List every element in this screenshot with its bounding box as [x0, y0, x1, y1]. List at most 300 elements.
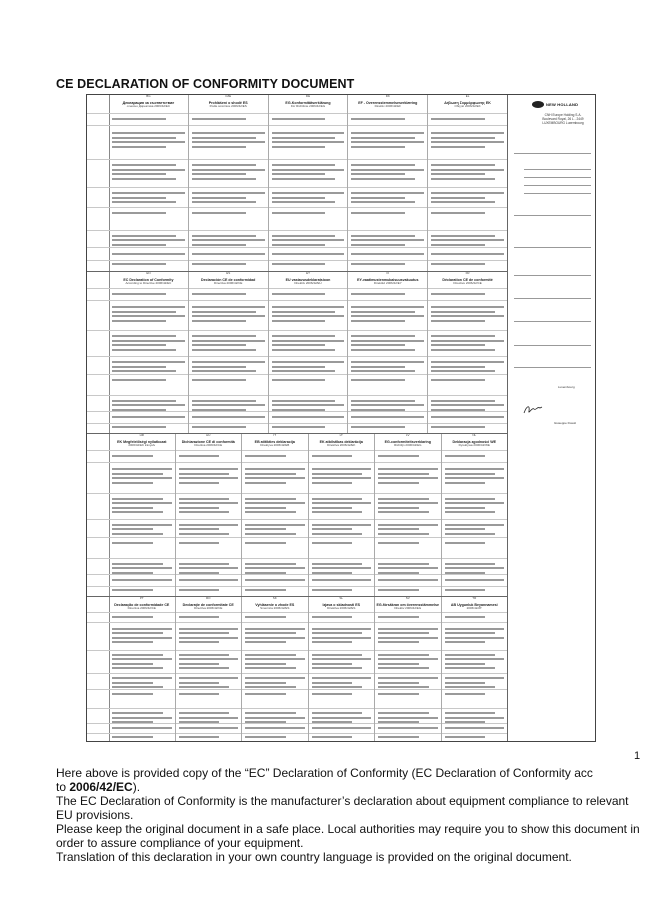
directive-number: 2006/42/EC	[69, 780, 133, 794]
text-line	[272, 197, 326, 199]
text-line	[272, 201, 336, 203]
language-column	[269, 272, 349, 433]
language-column	[269, 95, 349, 271]
text-line	[378, 567, 438, 569]
text-line	[112, 524, 172, 526]
text-line	[179, 712, 230, 714]
text-line	[112, 366, 166, 368]
field-line	[514, 275, 591, 276]
column-heading: EU vastavusdeklaratsioon	[285, 277, 331, 282]
text-line	[112, 235, 176, 237]
text-line	[431, 416, 504, 418]
language-code: SV	[405, 597, 410, 600]
text-line	[245, 693, 286, 695]
text-line	[431, 263, 485, 265]
text-line	[245, 677, 305, 679]
text-line	[445, 658, 505, 660]
text-line	[445, 721, 486, 723]
text-line	[179, 721, 220, 723]
text-line	[351, 212, 405, 214]
logo-oval-icon	[532, 101, 544, 108]
column-heading: Declaraţie de conformitate CE	[182, 602, 234, 607]
text-line	[378, 654, 429, 656]
text-line	[445, 579, 505, 581]
text-line	[351, 366, 405, 368]
text-line	[378, 502, 438, 504]
text-line	[245, 511, 296, 513]
text-line	[112, 468, 172, 470]
text-line	[192, 239, 265, 241]
text-line	[272, 335, 336, 337]
column-heading: EG-Konformitätserklärung	[285, 100, 331, 105]
column-heading: EK Megfelelőségi nyilatkozat	[117, 439, 167, 444]
text-line	[378, 498, 429, 500]
text-line	[445, 682, 486, 684]
text-line	[112, 498, 163, 500]
text-line	[272, 178, 336, 180]
text-line	[272, 212, 326, 214]
text-line	[431, 201, 495, 203]
text-line	[272, 416, 345, 418]
declaration-document-image	[86, 94, 596, 742]
manufacturer-panel	[507, 95, 596, 741]
text-line	[192, 400, 256, 402]
text-line	[192, 178, 256, 180]
signatory-name: Giuseppe Dosoli	[554, 421, 577, 425]
text-line	[112, 320, 166, 322]
language-code: BG	[146, 95, 151, 98]
text-line	[245, 628, 305, 630]
paragraph-1-line-1: Here above is provided copy of the “EC” Declaration of Conformity (EC Declaration of Conformity acc	[56, 766, 593, 780]
text-line	[312, 686, 363, 688]
text-line	[378, 693, 419, 695]
text-line	[378, 468, 438, 470]
text-line	[112, 118, 166, 120]
text-line	[272, 426, 326, 428]
text-line	[431, 366, 485, 368]
text-line	[445, 542, 486, 544]
text-line	[112, 677, 172, 679]
text-line	[378, 579, 438, 581]
language-column	[109, 597, 176, 742]
text-line	[445, 511, 496, 513]
text-line	[312, 677, 372, 679]
text-line	[179, 658, 239, 660]
text-line	[445, 473, 496, 475]
text-line	[245, 637, 305, 639]
language-column	[348, 272, 428, 433]
column-subheading: Direktiv 2006/42/EF	[374, 103, 401, 108]
text-line	[179, 682, 220, 684]
text-line	[179, 542, 220, 544]
column-heading: EG-försäkran om överensstämmelse	[376, 602, 440, 607]
field-line	[514, 321, 591, 322]
text-line	[312, 498, 363, 500]
paragraph-1-suffix: ).	[132, 780, 141, 794]
column-heading: Déclaration CE de conformité	[442, 277, 493, 282]
language-code: SL	[339, 597, 344, 600]
text-line	[112, 477, 172, 479]
text-line	[192, 409, 246, 411]
language-code: PT	[139, 597, 144, 600]
text-line	[378, 641, 419, 643]
column-subheading: Direktyva 2006/42/EB	[260, 442, 290, 447]
text-line	[112, 658, 172, 660]
text-line	[312, 468, 372, 470]
text-line	[179, 628, 239, 630]
text-line	[179, 524, 239, 526]
column-heading: Deklaracja zgodności WE	[452, 439, 497, 444]
text-line	[112, 340, 185, 342]
text-line	[445, 717, 505, 719]
text-line	[351, 293, 405, 295]
text-line	[445, 641, 486, 643]
text-line	[378, 482, 419, 484]
clause-column	[87, 434, 110, 596]
text-line	[192, 263, 246, 265]
text-line	[245, 567, 305, 569]
body-text	[56, 766, 647, 864]
language-code: FI	[386, 272, 390, 275]
text-line	[445, 477, 505, 479]
text-line	[312, 727, 372, 729]
text-line	[445, 616, 486, 618]
text-line	[192, 404, 265, 406]
manufacturer-address: CNH Europe Holding S.A. Boulevard Royal, 26 L - 2449 LUXEMBOURG Luxembourg	[542, 113, 584, 125]
text-line	[351, 201, 415, 203]
text-line	[312, 533, 363, 535]
column-heading: EF - Overensstemmelseserklæring	[358, 100, 418, 105]
text-line	[312, 628, 372, 630]
column-subheading: Podle směrnice 2006/42/ES	[209, 103, 247, 108]
text-line	[351, 311, 415, 313]
column-subheading: Directive 2006/42/CE	[453, 280, 482, 285]
text-line	[431, 400, 495, 402]
language-code: DE	[305, 95, 311, 98]
text-line	[312, 579, 372, 581]
text-line	[112, 563, 163, 565]
text-line	[179, 498, 230, 500]
text-line	[431, 293, 485, 295]
text-line	[179, 455, 220, 457]
text-line	[431, 320, 485, 322]
language-code: HR	[139, 434, 144, 437]
text-line	[351, 132, 424, 134]
declaration-band	[87, 272, 507, 434]
text-line	[192, 344, 246, 346]
text-line	[312, 507, 353, 509]
language-column	[428, 272, 507, 433]
text-line	[179, 511, 230, 513]
column-heading: Декларация за съответствие	[122, 100, 175, 105]
text-line	[272, 169, 345, 171]
text-line	[272, 253, 345, 255]
text-line	[179, 736, 220, 738]
text-line	[431, 239, 504, 241]
text-line	[431, 344, 485, 346]
field-line	[524, 185, 591, 186]
text-line	[112, 315, 185, 317]
field-line	[514, 247, 591, 248]
text-line	[351, 192, 424, 194]
column-heading: Δήλωση Συμμόρφωσης ΕΚ	[444, 100, 491, 105]
text-line	[112, 212, 166, 214]
paragraph-1-prefix: to	[56, 780, 70, 794]
text-line	[245, 727, 305, 729]
text-line	[272, 404, 345, 406]
text-line	[378, 542, 419, 544]
text-line	[445, 727, 505, 729]
column-subheading: 2006/42/AT	[466, 605, 482, 610]
text-line	[192, 244, 246, 246]
text-line	[112, 542, 153, 544]
text-line	[272, 192, 345, 194]
text-line	[431, 370, 495, 372]
text-line	[112, 201, 176, 203]
page-number: 1	[634, 750, 641, 762]
text-line	[351, 164, 415, 166]
text-line	[351, 320, 405, 322]
text-line	[245, 498, 296, 500]
language-code: RO	[206, 597, 211, 600]
text-line	[179, 641, 220, 643]
text-line	[312, 637, 372, 639]
column-heading: AB Uygunluk Beyannamesi	[450, 602, 498, 607]
text-line	[179, 579, 239, 581]
column-heading: Declaración CE de conformidad	[201, 277, 256, 282]
text-line	[378, 616, 419, 618]
clause-column	[87, 272, 110, 433]
text-line	[351, 239, 424, 241]
text-line	[272, 366, 326, 368]
language-code: ES	[226, 272, 231, 275]
text-line	[431, 253, 504, 255]
text-line	[312, 473, 363, 475]
text-line	[378, 511, 429, 513]
text-line	[445, 507, 486, 509]
text-line	[312, 682, 353, 684]
text-line	[112, 426, 166, 428]
text-line	[378, 563, 429, 565]
text-line	[272, 409, 326, 411]
text-line	[192, 320, 246, 322]
text-line	[112, 146, 166, 148]
text-line	[272, 349, 336, 351]
text-line	[312, 524, 372, 526]
text-line	[112, 173, 166, 175]
text-line	[112, 712, 163, 714]
text-line	[351, 426, 405, 428]
place-of-declaration: Luxembourg	[558, 385, 575, 389]
text-line	[112, 616, 153, 618]
text-line	[272, 244, 326, 246]
text-line	[431, 132, 504, 134]
language-code: DK	[385, 95, 390, 98]
text-line	[112, 306, 185, 308]
text-line	[445, 468, 505, 470]
text-line	[312, 717, 372, 719]
text-line	[445, 677, 505, 679]
text-line	[112, 293, 166, 295]
text-line	[112, 141, 185, 143]
text-line	[431, 173, 485, 175]
text-line	[245, 616, 286, 618]
language-column	[109, 434, 176, 596]
text-line	[112, 663, 153, 665]
text-line	[112, 528, 153, 530]
text-line	[112, 416, 185, 418]
text-line	[112, 736, 153, 738]
text-line	[192, 141, 265, 143]
language-column	[375, 597, 442, 742]
text-line	[312, 563, 363, 565]
text-line	[112, 682, 153, 684]
text-line	[192, 197, 246, 199]
text-line	[431, 141, 504, 143]
text-line	[112, 244, 166, 246]
text-line	[351, 137, 415, 139]
column-subheading: Richtlijn 2006/42/EG	[394, 442, 422, 447]
text-line	[192, 315, 265, 317]
text-line	[431, 361, 504, 363]
text-line	[351, 253, 424, 255]
column-heading: EY-vaatimustenmukaisuusvakuutus	[357, 277, 419, 282]
text-line	[445, 567, 505, 569]
text-line	[112, 253, 185, 255]
text-line	[272, 146, 326, 148]
text-line	[312, 658, 372, 660]
column-subheading: Direktiva 2006/42/ES	[327, 605, 356, 610]
text-line	[312, 482, 353, 484]
text-line	[112, 667, 163, 669]
column-subheading: относно Директива 2006/42/EC	[126, 103, 171, 108]
text-line	[378, 677, 438, 679]
text-line	[378, 589, 419, 591]
language-column	[309, 434, 376, 596]
text-line	[445, 693, 486, 695]
text-line	[431, 340, 504, 342]
text-line	[112, 239, 185, 241]
text-line	[431, 192, 504, 194]
column-subheading: Directiva 2006/42/CE	[194, 605, 223, 610]
text-line	[179, 567, 239, 569]
text-line	[179, 589, 220, 591]
text-line	[192, 340, 265, 342]
text-line	[351, 244, 405, 246]
text-line	[112, 311, 176, 313]
logo-text: NEW HOLLAND	[546, 102, 579, 107]
text-line	[245, 528, 286, 530]
language-code: EN	[146, 272, 151, 275]
text-line	[272, 340, 345, 342]
text-line	[378, 473, 429, 475]
clause-column	[87, 597, 110, 742]
text-line	[192, 192, 265, 194]
text-line	[351, 315, 424, 317]
text-line	[312, 712, 363, 714]
text-line	[112, 370, 176, 372]
text-line	[192, 137, 256, 139]
text-line	[112, 192, 185, 194]
paragraph-4: Translation of this declaration in your own country language is provided on the original document.	[56, 850, 572, 864]
text-line	[245, 712, 296, 714]
text-line	[351, 141, 424, 143]
text-line	[112, 137, 176, 139]
text-line	[312, 693, 353, 695]
text-line	[112, 344, 166, 346]
text-line	[192, 169, 265, 171]
text-line	[445, 524, 505, 526]
text-line	[112, 579, 172, 581]
text-line	[378, 533, 429, 535]
field-line	[514, 298, 591, 299]
text-line	[312, 542, 353, 544]
text-line	[179, 663, 220, 665]
column-subheading: Οδηγία 2006/42/ΕΚ	[454, 103, 481, 108]
paragraph-3: Please keep the original document in a safe place. Local authorities may require you to show this document in order to assure compliance of your equipment.	[56, 822, 640, 850]
text-line	[378, 658, 438, 660]
text-line	[112, 502, 172, 504]
text-line	[312, 455, 353, 457]
text-line	[312, 721, 353, 723]
text-line	[445, 528, 486, 530]
language-code: LV	[406, 434, 410, 437]
column-subheading: Direktiv 2006/42/EG	[394, 605, 422, 610]
text-line	[312, 736, 353, 738]
text-line	[351, 404, 424, 406]
text-line	[351, 118, 405, 120]
field-line	[514, 367, 591, 368]
text-line	[112, 404, 185, 406]
text-line	[192, 349, 256, 351]
text-line	[179, 572, 220, 574]
text-line	[245, 736, 286, 738]
column-heading: Declaração de conformidade CE	[114, 602, 170, 607]
column-subheading: Direttiva 2006/42/CE	[194, 442, 223, 447]
column-subheading: Direktiivi 2006/42/EY	[373, 280, 402, 285]
text-line	[351, 379, 405, 381]
text-line	[245, 482, 286, 484]
text-line	[245, 641, 286, 643]
text-line	[112, 482, 153, 484]
text-line	[112, 164, 176, 166]
text-line	[431, 137, 495, 139]
text-line	[179, 654, 230, 656]
page-title: CE DECLARATION OF CONFORMITY DOCUMENT	[56, 77, 355, 91]
text-line	[312, 567, 372, 569]
text-line	[312, 572, 353, 574]
text-line	[112, 721, 153, 723]
text-line	[245, 563, 296, 565]
text-line	[378, 717, 438, 719]
column-subheading: According to Directive 2006/42/EC	[125, 280, 172, 285]
text-line	[179, 563, 230, 565]
column-heading: EK atbilstības deklarācija	[319, 439, 363, 444]
column-subheading: Directiva 2006/42/CE	[127, 605, 156, 610]
text-line	[245, 468, 305, 470]
text-line	[179, 637, 239, 639]
text-line	[378, 572, 419, 574]
text-line	[378, 455, 419, 457]
text-line	[245, 654, 296, 656]
text-line	[445, 572, 486, 574]
text-line	[245, 507, 286, 509]
text-line	[112, 409, 166, 411]
text-line	[245, 663, 286, 665]
text-line	[112, 178, 176, 180]
column-heading: Dichiarazione CE di conformità	[181, 439, 235, 444]
text-line	[445, 482, 486, 484]
